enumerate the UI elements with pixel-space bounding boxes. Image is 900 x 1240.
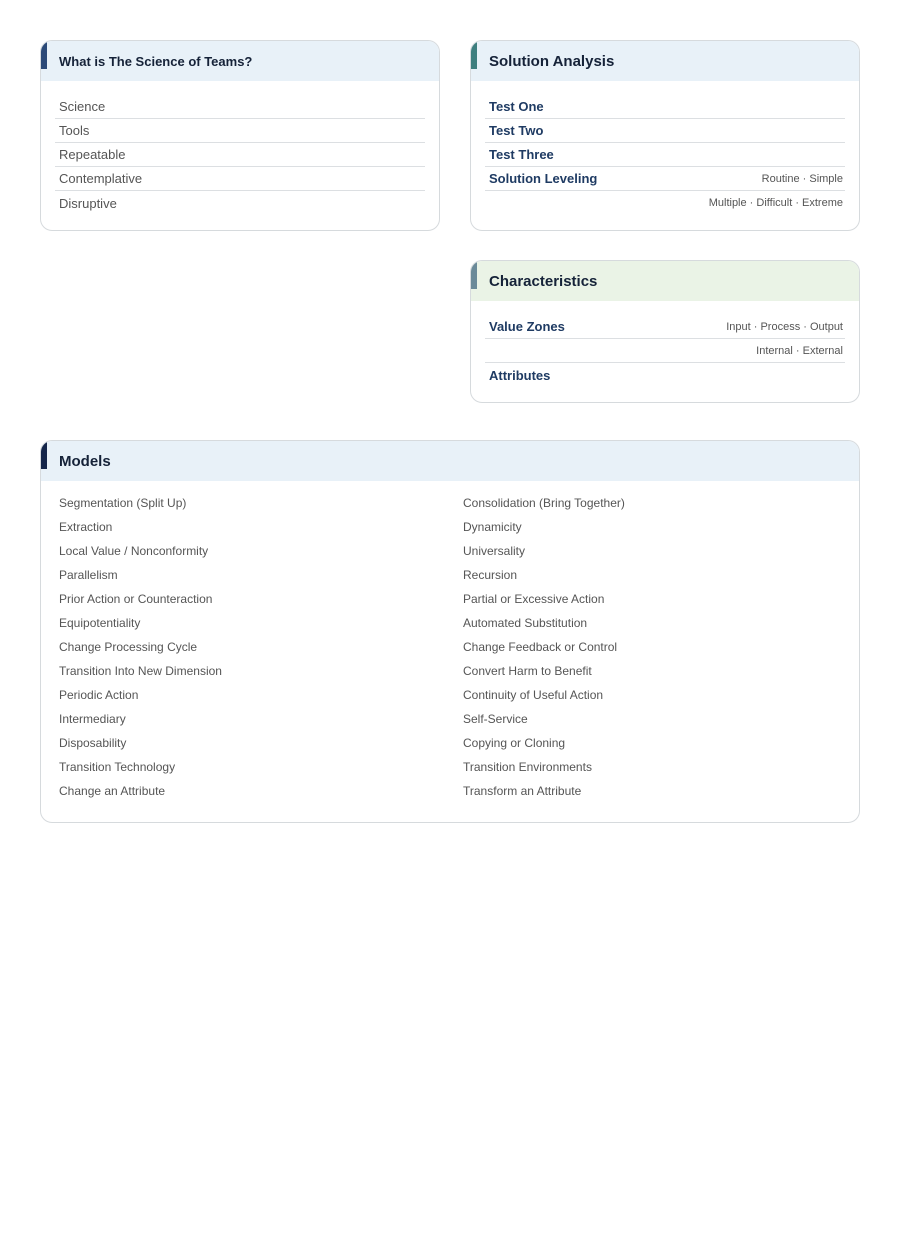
list-item-note: Internal · External xyxy=(756,344,843,357)
models-grid xyxy=(41,481,859,806)
model-item: Disposability xyxy=(59,736,127,750)
characteristics-card xyxy=(470,260,860,403)
models-header xyxy=(41,441,859,481)
model-item: Transition Technology xyxy=(59,760,176,774)
list-item xyxy=(485,119,845,143)
list-item-label: Contemplative xyxy=(59,171,143,186)
model-item: Intermediary xyxy=(59,712,126,726)
models-card xyxy=(40,440,860,823)
science-card xyxy=(40,40,440,231)
list-item-label: Science xyxy=(59,99,106,114)
list-item xyxy=(485,167,845,191)
model-item: Convert Harm to Benefit xyxy=(463,664,592,678)
model-item: Equipotentiality xyxy=(59,616,141,630)
model-item: Segmentation (Split Up) xyxy=(59,496,187,510)
models-right-column xyxy=(463,494,853,806)
model-item: Partial or Excessive Action xyxy=(463,592,605,606)
list-item xyxy=(485,143,845,167)
characteristics-title: Characteristics xyxy=(489,272,598,290)
list-item-label: Test Three xyxy=(489,147,554,162)
model-item: Change Feedback or Control xyxy=(463,640,618,654)
list-item xyxy=(485,315,845,339)
list-item-label: Tools xyxy=(59,123,90,138)
model-item: Universality xyxy=(463,544,526,558)
science-list xyxy=(41,81,439,215)
model-item: Extraction xyxy=(59,520,113,534)
model-item: Self-Service xyxy=(463,712,528,726)
model-item: Transform an Attribute xyxy=(463,784,582,798)
list-item-note: Routine · Simple xyxy=(761,172,843,185)
list-item xyxy=(55,95,425,119)
model-item: Dynamicity xyxy=(463,520,522,534)
model-item: Transition Into New Dimension xyxy=(59,664,222,678)
list-item xyxy=(485,339,845,363)
list-item-label: Attributes xyxy=(489,367,551,383)
model-item: Local Value / Nonconformity xyxy=(59,544,209,558)
characteristics-header xyxy=(471,261,859,301)
list-item-note: Input · Process · Output xyxy=(726,320,843,333)
model-item: Change Processing Cycle xyxy=(59,640,198,654)
model-item: Continuity of Useful Action xyxy=(463,688,604,702)
list-item xyxy=(485,95,845,119)
solution-analysis-card xyxy=(470,40,860,231)
list-item-label: Solution Leveling xyxy=(489,171,598,186)
solution-analysis-title: Solution Analysis xyxy=(489,52,615,70)
model-item: Change an Attribute xyxy=(59,784,166,798)
list-item-label: Disruptive xyxy=(59,195,117,211)
accent-bar xyxy=(41,441,47,469)
models-left-column xyxy=(59,494,463,806)
list-item-label: Repeatable xyxy=(59,147,126,162)
accent-bar xyxy=(471,261,477,289)
model-item: Transition Environments xyxy=(463,760,592,774)
model-item: Consolidation (Bring Together) xyxy=(463,496,625,510)
list-item xyxy=(55,119,425,143)
list-item-label: Test One xyxy=(489,99,544,114)
model-item: Automated Substitution xyxy=(463,616,588,630)
list-item xyxy=(55,143,425,167)
science-card-title: What is The Science of Teams? xyxy=(59,53,253,69)
solution-analysis-list xyxy=(471,81,859,215)
solution-analysis-header xyxy=(471,41,859,81)
list-item xyxy=(485,363,845,387)
list-item xyxy=(55,167,425,191)
model-item: Copying or Cloning xyxy=(463,736,566,750)
characteristics-list xyxy=(471,301,859,387)
science-card-header xyxy=(41,41,439,81)
model-item: Recursion xyxy=(463,568,518,582)
list-item-label: Test Two xyxy=(489,123,544,138)
list-item xyxy=(55,191,425,215)
model-item: Prior Action or Counteraction xyxy=(59,592,213,606)
list-item-label: Value Zones xyxy=(489,319,565,334)
accent-bar xyxy=(471,41,477,69)
model-item: Periodic Action xyxy=(59,688,139,702)
list-item-note: Multiple · Difficult · Extreme xyxy=(708,197,843,209)
accent-bar xyxy=(41,41,47,69)
model-item: Parallelism xyxy=(59,568,118,582)
list-item xyxy=(485,191,845,215)
models-title: Models xyxy=(59,452,111,470)
